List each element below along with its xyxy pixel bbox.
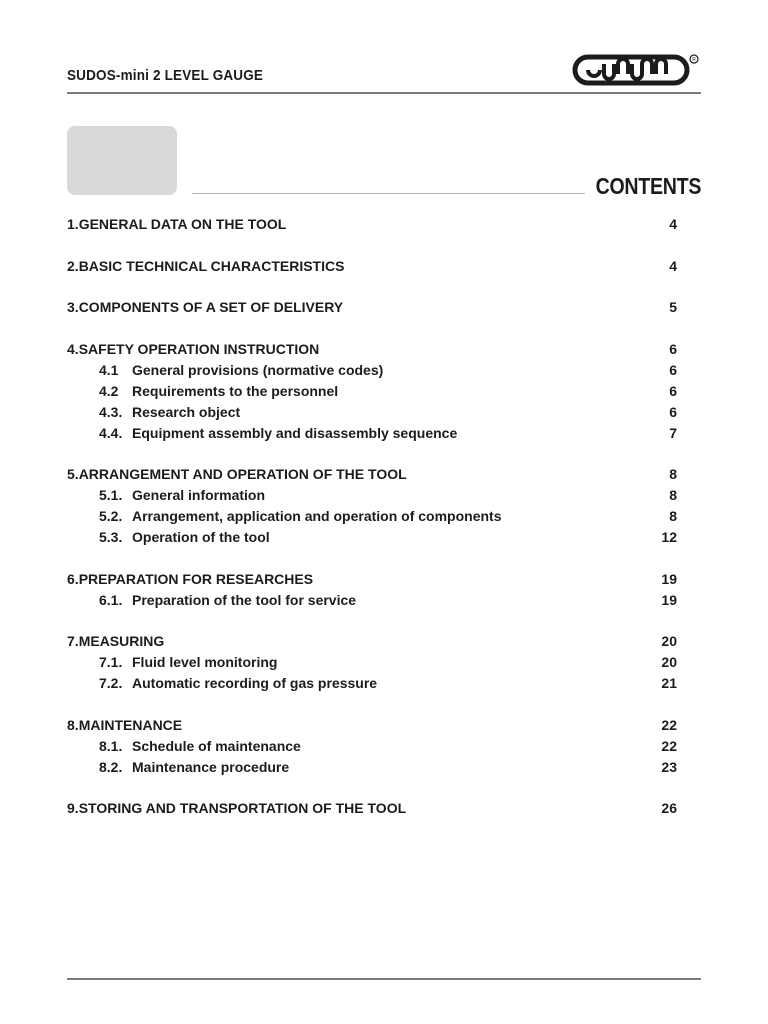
toc-subsection-title	[99, 527, 270, 548]
toc-section-number: 7.	[67, 633, 79, 649]
toc-page-number: 26	[661, 800, 677, 816]
toc-page-number: 8	[669, 466, 677, 482]
footer-divider	[67, 978, 701, 980]
toc-subsection-number: 6.1.	[99, 591, 123, 608]
toc-subsection-number: 4.2	[99, 382, 119, 399]
toc-section-number: 6.	[67, 570, 79, 587]
toc-subsection-title	[99, 590, 356, 611]
toc-subsection-label: Equipment assembly and disassembly sequence	[132, 424, 458, 441]
toc-section-number: 3.	[67, 299, 79, 315]
chapter-tab-block	[67, 126, 177, 195]
toc-section-entry	[67, 214, 677, 235]
toc-subsection-number: 5.1.	[99, 487, 123, 503]
toc-page-number: 6	[669, 382, 677, 399]
toc-page-number: 23	[661, 758, 677, 775]
toc-subsection-entry	[67, 673, 677, 694]
toc-page-number: 19	[661, 591, 677, 608]
toc-page-number: 22	[661, 716, 677, 733]
toc-section-entry	[67, 297, 677, 318]
toc-page-number: 7	[669, 424, 677, 441]
toc-page-number: 19	[661, 570, 677, 587]
toc-subsection-label: General information	[132, 487, 266, 503]
toc-subsection-label: Automatic recording of gas pressure	[132, 675, 378, 691]
toc-section-label: GENERAL DATA ON THE TOOL	[78, 216, 287, 232]
toc-subsection-number: 8.1.	[99, 737, 123, 754]
toc-subsection-number: 4.3.	[99, 403, 123, 420]
company-logo	[572, 52, 702, 88]
toc-section-title	[67, 715, 182, 736]
toc-subsection-label: Research object	[132, 403, 241, 420]
toc-section-title	[67, 256, 344, 277]
toc-subsection-label: Fluid level monitoring	[132, 654, 278, 670]
toc-page-number: 20	[661, 633, 677, 649]
toc-subsection-label: Operation of the tool	[132, 529, 270, 545]
svg-text:R: R	[692, 57, 696, 63]
toc-subsection-entry	[67, 402, 677, 423]
toc-section-title	[67, 569, 313, 590]
toc-section-title	[67, 464, 407, 485]
contents-heading: CONTENTS	[595, 173, 701, 199]
toc-section-entry	[67, 464, 677, 485]
toc-section-number: 4.	[67, 340, 79, 357]
toc-page-number: 4	[669, 257, 677, 274]
toc-subsection-number: 4.1	[99, 361, 119, 378]
toc-section-label: COMPONENTS OF A SET OF DELIVERY	[78, 299, 344, 315]
toc-subsection-entry	[67, 590, 677, 611]
header-divider	[67, 92, 701, 94]
toc-subsection-title	[99, 506, 501, 527]
toc-section-label: ARRANGEMENT AND OPERATION OF THE TOOL	[78, 466, 407, 482]
toc-subsection-title	[99, 757, 289, 778]
toc-section-number: 9.	[67, 800, 79, 816]
toc-subsection-title	[99, 381, 338, 402]
toc-section-label: STORING AND TRANSPORTATION OF THE TOOL	[78, 800, 407, 816]
toc-subsection-entry	[67, 381, 677, 402]
toc-subsection-label: Arrangement, application and operation of components	[132, 508, 502, 524]
toc-section-entry	[67, 715, 677, 736]
toc-section-entry	[67, 256, 677, 277]
table-of-contents	[67, 214, 677, 819]
toc-page-number: 5	[669, 299, 677, 315]
toc-section-label: SAFETY OPERATION INSTRUCTION	[78, 340, 320, 357]
toc-subsection-entry	[67, 757, 677, 778]
toc-subsection-label: Requirements to the personnel	[132, 382, 339, 399]
toc-subsection-entry	[67, 506, 677, 527]
toc-section-number: 5.	[67, 466, 79, 482]
toc-page-number: 4	[669, 216, 677, 232]
toc-subsection-title	[99, 673, 377, 694]
toc-section-number: 2.	[67, 257, 79, 274]
toc-page-number: 12	[661, 529, 677, 545]
toc-subsection-entry	[67, 423, 677, 444]
toc-section-number: 1.	[67, 216, 79, 232]
document-title: SUDOS-mini 2 LEVEL GAUGE	[67, 67, 264, 84]
toc-page-number: 20	[661, 654, 677, 670]
toc-section-entry	[67, 339, 677, 360]
toc-subsection-title	[99, 652, 277, 673]
toc-section-entry	[67, 798, 677, 819]
toc-page-number: 6	[669, 361, 677, 378]
contents-divider	[192, 193, 585, 194]
toc-subsection-entry	[67, 652, 677, 673]
toc-page-number: 8	[669, 487, 677, 503]
toc-section-entry	[67, 569, 677, 590]
toc-subsection-number: 7.2.	[99, 675, 123, 691]
toc-section-title	[67, 798, 406, 819]
toc-section-title	[67, 339, 319, 360]
toc-subsection-entry	[67, 360, 677, 381]
toc-subsection-entry	[67, 485, 677, 506]
toc-subsection-number: 7.1.	[99, 654, 123, 670]
toc-page-number: 21	[661, 675, 677, 691]
toc-subsection-title	[99, 485, 265, 506]
toc-subsection-number: 4.4.	[99, 424, 123, 441]
toc-subsection-label: Schedule of maintenance	[132, 737, 301, 754]
toc-page-number: 6	[669, 403, 677, 420]
toc-subsection-number: 5.3.	[99, 529, 123, 545]
toc-subsection-title	[99, 736, 301, 757]
toc-section-title	[67, 297, 343, 318]
toc-section-label: PREPARATION FOR RESEARCHES	[78, 570, 314, 587]
toc-page-number: 8	[669, 508, 677, 524]
toc-section-title	[67, 214, 286, 235]
toc-section-number: 8.	[67, 716, 79, 733]
toc-section-entry	[67, 631, 677, 652]
toc-subsection-title	[99, 423, 457, 444]
toc-section-title	[67, 631, 164, 652]
toc-subsection-title	[99, 402, 240, 423]
toc-subsection-label: Maintenance procedure	[132, 758, 290, 775]
toc-subsection-entry	[67, 736, 677, 757]
toc-subsection-label: General provisions (normative codes)	[132, 361, 384, 378]
toc-section-label: MAINTENANCE	[78, 716, 183, 733]
toc-subsection-entry	[67, 527, 677, 548]
toc-page-number: 6	[669, 340, 677, 357]
toc-subsection-title	[99, 360, 383, 381]
toc-section-label: BASIC TECHNICAL CHARACTERISTICS	[78, 257, 345, 274]
toc-section-label: MEASURING	[78, 633, 165, 649]
toc-subsection-number: 5.2.	[99, 508, 123, 524]
toc-subsection-label: Preparation of the tool for service	[132, 591, 357, 608]
toc-subsection-number: 8.2.	[99, 758, 123, 775]
toc-page-number: 22	[661, 737, 677, 754]
